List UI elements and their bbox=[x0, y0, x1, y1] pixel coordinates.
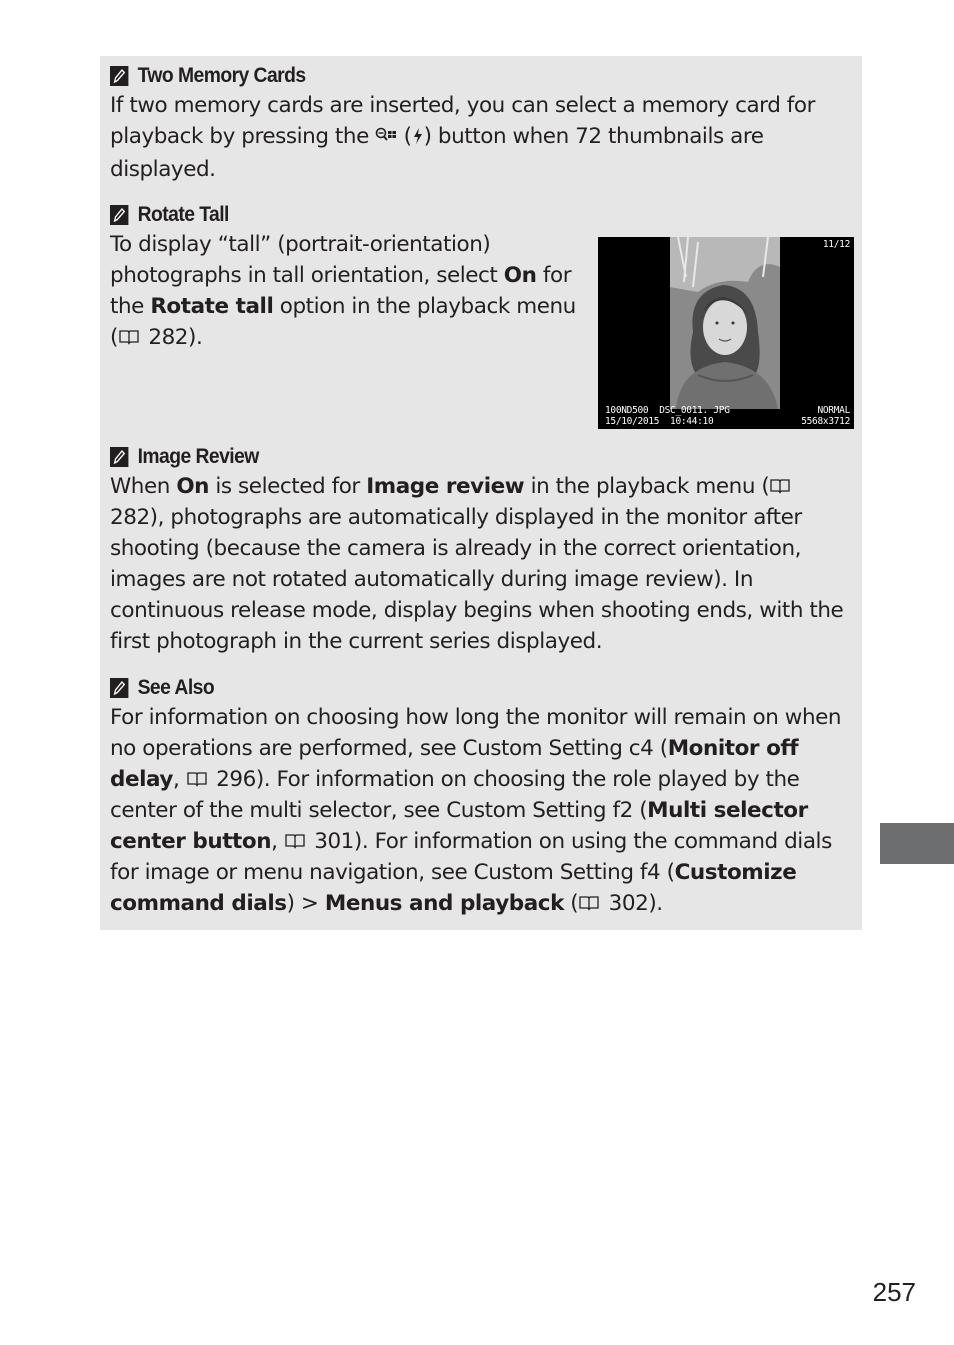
note-body: For information on choosing how long the monitor will remain on when no operations are performed, see Custom Setting c4 (Monitor off delay, 296). For information on choosing the role played by the center of the multi selector, see Custom Setting f2 (Multi selector center button, 301). For information on using the command dials for image or menu navigation, see Custom Setting f4 (Customize command dials) > Menus and playback ( 302). bbox=[110, 705, 842, 916]
image-counter: 11/12 bbox=[822, 239, 850, 250]
note-title: See Also bbox=[137, 676, 215, 699]
book-reference-icon bbox=[119, 323, 139, 339]
section-tab bbox=[880, 823, 954, 864]
note-title: Rotate Tall bbox=[137, 203, 229, 226]
pencil-note-icon bbox=[110, 205, 128, 225]
note-body: If two memory cards are inserted, you can select a memory card for playback by pressing the ( ) button when 72 thumbnails are displayed. bbox=[110, 93, 815, 182]
book-reference-icon bbox=[770, 472, 790, 488]
image-size: 5568x3712 bbox=[801, 416, 850, 427]
portrait-playback-image bbox=[598, 237, 854, 429]
note-body: To display “tall” (portrait-orientation) photographs in tall orientation, select On for the Rotate tall option in the playback menu ( 282). bbox=[110, 232, 576, 350]
note-two-memory-cards bbox=[110, 62, 852, 185]
flash-icon bbox=[412, 123, 424, 154]
pencil-note-icon bbox=[110, 66, 128, 86]
note-rotate-tall bbox=[110, 201, 580, 353]
page-number: 257 bbox=[872, 1277, 916, 1307]
date-time: 15/10/2015 10:44:10 bbox=[605, 416, 714, 427]
note-see-also bbox=[110, 674, 852, 919]
book-reference-icon bbox=[579, 889, 599, 905]
thumbnail-zoom-out-icon bbox=[375, 123, 397, 154]
pencil-note-icon bbox=[110, 447, 128, 467]
pencil-note-icon bbox=[110, 678, 128, 698]
note-title: Two Memory Cards bbox=[137, 64, 306, 87]
note-image-review bbox=[110, 443, 852, 657]
book-reference-icon bbox=[285, 827, 305, 843]
note-title: Image Review bbox=[137, 445, 259, 468]
image-quality: NORMAL bbox=[817, 405, 850, 416]
book-reference-icon bbox=[187, 765, 207, 781]
folder-file-name: 100ND500 DSC_0011. JPG bbox=[605, 405, 730, 416]
notes-panel bbox=[100, 56, 862, 930]
note-body: When On is selected for Image review in the playback menu ( 282), photographs are automatically displayed in the monitor after shooting (because the camera is already in the correct orientation, images are not rotated automatically during image review). In continuous release mode, display begins when shooting ends, with the first photograph in the current series displayed. bbox=[110, 474, 844, 654]
